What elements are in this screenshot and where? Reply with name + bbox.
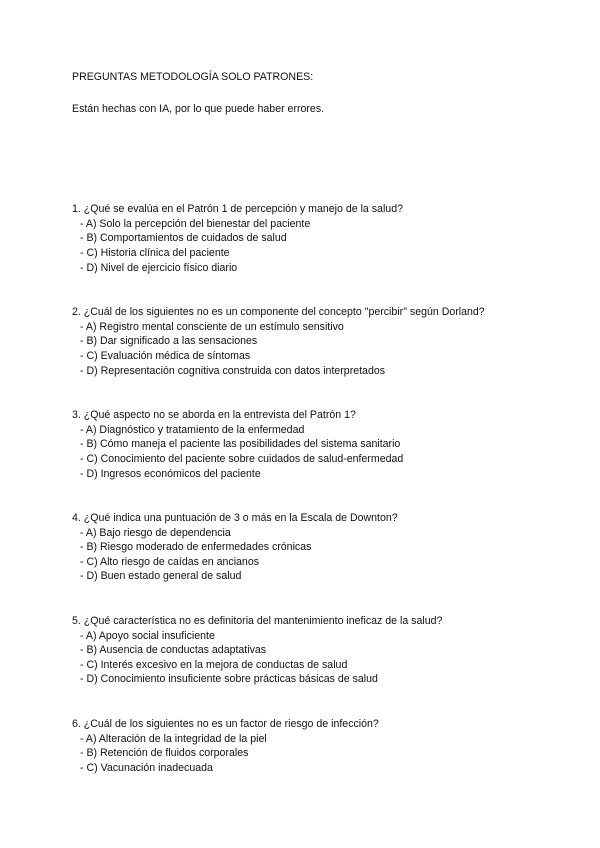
option-a: - A) Solo la percepción del bienestar del paciente <box>80 217 311 230</box>
question-text: 3. ¿Qué aspecto no se aborda en la entrevista del Patrón 1? <box>72 409 356 422</box>
question-block-3 <box>72 408 542 481</box>
document-disclaimer: Están hechas con IA, por lo que puede haber errores. <box>72 102 325 115</box>
option-d: - D) Buen estado general de salud <box>80 570 242 583</box>
option-b: - B) Dar significado a las sensaciones <box>80 335 258 348</box>
option-list <box>72 423 542 481</box>
question-block-1 <box>72 202 542 275</box>
option-a: - A) Diagnóstico y tratamiento de la enfermedad <box>80 423 305 436</box>
question-text: 6. ¿Cuál de los siguientes no es un factor de riesgo de infección? <box>72 718 379 731</box>
option-a: - A) Bajo riesgo de dependencia <box>80 526 231 539</box>
option-d: - D) Representación cognitiva construida con datos interpretados <box>80 364 386 377</box>
question-block-5 <box>72 614 542 687</box>
option-b: - B) Cómo maneja el paciente las posibilidades del sistema sanitario <box>80 438 401 451</box>
question-block-4 <box>72 511 542 584</box>
option-a: - A) Alteración de la integridad de la piel <box>80 732 267 745</box>
option-b: - B) Comportamientos de cuidados de salud <box>80 232 287 245</box>
option-c: - C) Evaluación médica de síntomas <box>80 349 251 362</box>
option-d: - D) Ingresos económicos del paciente <box>80 467 261 480</box>
option-b: - B) Ausencia de conductas adaptativas <box>80 644 267 657</box>
option-c: - C) Historia clínica del paciente <box>80 246 230 259</box>
document-page <box>72 70 542 805</box>
option-b: - B) Riesgo moderado de enfermedades crónicas <box>80 541 312 554</box>
question-text: 2. ¿Cuál de los siguientes no es un componente del concepto "percibir" según Dorland? <box>72 306 485 319</box>
option-list <box>72 217 542 275</box>
option-a: - A) Registro mental consciente de un estímulo sensitivo <box>80 320 344 333</box>
option-d: - D) Nivel de ejercicio físico diario <box>80 261 238 274</box>
option-list <box>72 629 542 687</box>
option-c: - C) Conocimiento del paciente sobre cuidados de salud-enfermedad <box>80 452 404 465</box>
blank-space <box>72 116 542 202</box>
option-list <box>72 320 542 378</box>
question-text: 1. ¿Qué se evalúa en el Patrón 1 de percepción y manejo de la salud? <box>72 203 403 216</box>
option-a: - A) Apoyo social insuficiente <box>80 629 215 642</box>
question-text: 4. ¿Qué indica una puntuación de 3 o más en la Escala de Downton? <box>72 512 398 525</box>
option-list <box>72 526 542 584</box>
question-block-6 <box>72 717 542 775</box>
option-b: - B) Retención de fluidos corporales <box>80 747 249 760</box>
question-text: 5. ¿Qué característica no es definitoria del mantenimiento ineficaz de la salud? <box>72 615 443 628</box>
document-title: PREGUNTAS METODOLOGÍA SOLO PATRONES: <box>72 71 314 83</box>
option-d: - D) Conocimiento insuficiente sobre prácticas básicas de salud <box>80 673 378 686</box>
option-list <box>72 732 542 776</box>
option-c: - C) Alto riesgo de caídas en ancianos <box>80 555 260 568</box>
question-block-2 <box>72 305 542 378</box>
option-c: - C) Interés excesivo en la mejora de conductas de salud <box>80 658 348 671</box>
option-c: - C) Vacunación inadecuada <box>80 761 213 774</box>
